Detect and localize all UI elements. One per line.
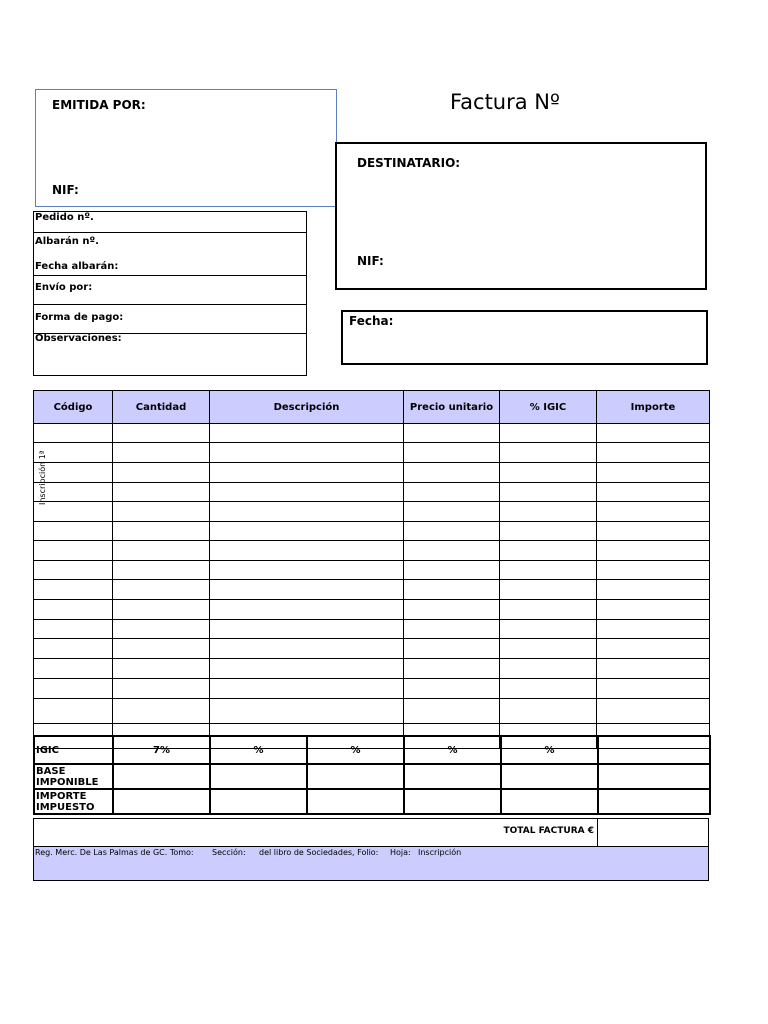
item-cell bbox=[210, 443, 404, 463]
item-cell bbox=[34, 679, 113, 699]
item-cell bbox=[597, 541, 710, 561]
shipping-label: Envío por: bbox=[35, 282, 93, 293]
item-cell bbox=[597, 483, 710, 502]
item-row bbox=[34, 620, 710, 639]
footer-inscription: Inscripción bbox=[418, 848, 462, 857]
item-cell bbox=[404, 659, 500, 679]
item-row bbox=[34, 522, 710, 541]
item-cell bbox=[500, 541, 597, 561]
item-cell bbox=[210, 600, 404, 620]
col-header-unit-price: Precio unitario bbox=[404, 391, 500, 424]
item-cell bbox=[113, 699, 210, 724]
item-cell bbox=[597, 600, 710, 620]
item-cell bbox=[500, 483, 597, 502]
item-cell bbox=[500, 522, 597, 541]
item-cell bbox=[597, 424, 710, 443]
item-cell bbox=[500, 699, 597, 724]
col-header-igic-pct: % IGIC bbox=[500, 391, 597, 424]
invoice-total-row bbox=[33, 818, 709, 847]
item-cell bbox=[34, 639, 113, 659]
registry-footer bbox=[33, 846, 709, 881]
observations-label: Observaciones: bbox=[35, 333, 122, 344]
igic-rate: % bbox=[210, 736, 307, 764]
issuer-nif-label: NIF: bbox=[52, 183, 79, 197]
payment-method-label: Forma de pago: bbox=[35, 312, 124, 323]
tax-table bbox=[33, 735, 711, 815]
item-cell bbox=[500, 580, 597, 600]
item-cell bbox=[113, 443, 210, 463]
item-cell bbox=[404, 639, 500, 659]
item-cell bbox=[597, 659, 710, 679]
tax-amount-row bbox=[34, 789, 710, 814]
igic-total-cell bbox=[598, 736, 710, 764]
item-row bbox=[34, 424, 710, 443]
item-row bbox=[34, 463, 710, 483]
item-cell bbox=[404, 541, 500, 561]
item-cell bbox=[113, 522, 210, 541]
item-cell bbox=[500, 639, 597, 659]
item-cell bbox=[500, 600, 597, 620]
tax-amount-label: IMPORTE IMPUESTO bbox=[34, 789, 113, 814]
item-cell bbox=[210, 639, 404, 659]
delivery-date-label: Fecha albarán: bbox=[35, 261, 119, 272]
invoice-total-value bbox=[597, 819, 710, 846]
order-number-label: Pedido nº. bbox=[35, 212, 94, 223]
invoice-title: Factura Nº bbox=[450, 90, 560, 114]
taxable-base-label: BASE IMPONIBLE bbox=[34, 764, 113, 789]
item-row bbox=[34, 580, 710, 600]
item-row bbox=[34, 679, 710, 699]
col-header-amount: Importe bbox=[597, 391, 710, 424]
item-cell bbox=[210, 502, 404, 522]
item-cell bbox=[597, 620, 710, 639]
item-cell bbox=[404, 443, 500, 463]
item-cell bbox=[404, 424, 500, 443]
item-cell bbox=[404, 561, 500, 580]
item-cell bbox=[404, 679, 500, 699]
recipient-label: DESTINATARIO: bbox=[357, 156, 461, 170]
item-cell bbox=[113, 600, 210, 620]
item-row bbox=[34, 541, 710, 561]
item-cell bbox=[113, 620, 210, 639]
item-cell bbox=[500, 502, 597, 522]
items-table bbox=[33, 390, 710, 749]
item-cell bbox=[404, 463, 500, 483]
igic-row bbox=[34, 736, 710, 764]
order-info-box bbox=[33, 211, 307, 376]
taxable-base-row bbox=[34, 764, 710, 789]
item-cell bbox=[210, 561, 404, 580]
date-box bbox=[341, 310, 708, 365]
item-row bbox=[34, 659, 710, 679]
item-cell bbox=[34, 580, 113, 600]
item-cell bbox=[404, 502, 500, 522]
item-cell bbox=[500, 620, 597, 639]
footer-sheet: Hoja: bbox=[390, 848, 411, 857]
igic-rate: % bbox=[501, 736, 598, 764]
item-cell bbox=[404, 522, 500, 541]
item-row bbox=[34, 443, 710, 463]
items-header-row bbox=[34, 391, 710, 424]
item-cell bbox=[34, 600, 113, 620]
item-cell bbox=[500, 561, 597, 580]
item-cell bbox=[210, 463, 404, 483]
item-cell bbox=[597, 522, 710, 541]
col-header-quantity: Cantidad bbox=[113, 391, 210, 424]
item-cell bbox=[500, 659, 597, 679]
footer-registry: Reg. Merc. De Las Palmas de GC. Tomo: bbox=[35, 848, 194, 857]
col-header-description: Descripción bbox=[210, 391, 404, 424]
item-cell bbox=[113, 502, 210, 522]
item-cell bbox=[404, 600, 500, 620]
item-cell bbox=[404, 699, 500, 724]
item-cell bbox=[34, 522, 113, 541]
item-cell bbox=[34, 541, 113, 561]
item-cell bbox=[210, 483, 404, 502]
item-cell bbox=[210, 541, 404, 561]
item-cell bbox=[500, 679, 597, 699]
item-cell bbox=[500, 443, 597, 463]
item-cell bbox=[210, 580, 404, 600]
igic-rate: % bbox=[404, 736, 501, 764]
item-cell bbox=[113, 424, 210, 443]
recipient-nif-label: NIF: bbox=[357, 254, 384, 268]
igic-rate: 7% bbox=[113, 736, 210, 764]
item-cell bbox=[404, 620, 500, 639]
footer-section: Sección: bbox=[212, 848, 246, 857]
item-cell bbox=[597, 463, 710, 483]
recipient-box bbox=[335, 142, 707, 290]
item-cell bbox=[113, 483, 210, 502]
item-row bbox=[34, 600, 710, 620]
delivery-note-label: Albarán nº. bbox=[35, 236, 99, 247]
item-cell bbox=[210, 620, 404, 639]
item-cell bbox=[34, 561, 113, 580]
item-cell bbox=[34, 699, 113, 724]
item-cell bbox=[210, 679, 404, 699]
item-row bbox=[34, 561, 710, 580]
item-cell bbox=[597, 639, 710, 659]
item-cell bbox=[113, 639, 210, 659]
divider bbox=[34, 304, 306, 305]
item-cell bbox=[113, 659, 210, 679]
item-cell bbox=[113, 580, 210, 600]
item-cell bbox=[210, 424, 404, 443]
item-cell bbox=[597, 443, 710, 463]
item-row bbox=[34, 699, 710, 724]
item-cell bbox=[500, 463, 597, 483]
item-cell bbox=[34, 424, 113, 443]
rotated-inscription-text: Inscripción 1ª bbox=[38, 450, 47, 505]
item-cell bbox=[597, 679, 710, 699]
footer-book: del libro de Sociedades, Folio: bbox=[259, 848, 379, 857]
item-cell bbox=[113, 463, 210, 483]
item-cell bbox=[34, 659, 113, 679]
item-cell bbox=[210, 522, 404, 541]
item-cell bbox=[113, 541, 210, 561]
divider bbox=[34, 275, 306, 276]
item-cell bbox=[34, 620, 113, 639]
item-row bbox=[34, 502, 710, 522]
item-cell bbox=[113, 561, 210, 580]
igic-label: IGIC bbox=[34, 736, 113, 764]
item-row bbox=[34, 639, 710, 659]
item-cell bbox=[404, 483, 500, 502]
item-cell bbox=[210, 659, 404, 679]
item-cell bbox=[597, 699, 710, 724]
date-label: Fecha: bbox=[349, 314, 394, 328]
invoice-total-label: TOTAL FACTURA € bbox=[503, 826, 594, 836]
item-cell bbox=[404, 580, 500, 600]
item-cell bbox=[597, 502, 710, 522]
item-cell bbox=[597, 561, 710, 580]
divider bbox=[34, 232, 306, 233]
item-cell bbox=[210, 699, 404, 724]
col-header-code: Código bbox=[34, 391, 113, 424]
item-cell bbox=[597, 580, 710, 600]
igic-rate: % bbox=[307, 736, 404, 764]
item-row bbox=[34, 483, 710, 502]
issuer-label: EMITIDA POR: bbox=[52, 98, 146, 112]
issuer-box bbox=[35, 89, 337, 207]
item-cell bbox=[113, 679, 210, 699]
item-cell bbox=[500, 424, 597, 443]
